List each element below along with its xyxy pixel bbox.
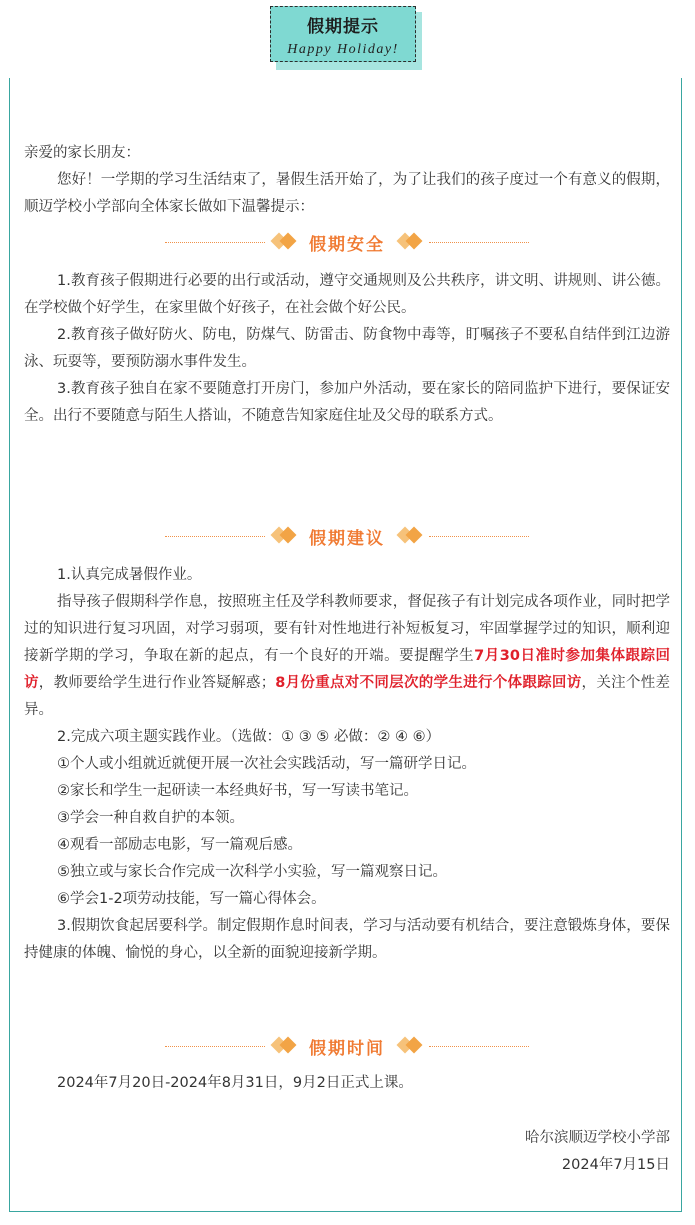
section-title-time: 假期时间: [309, 1038, 385, 1059]
safety-block: [24, 268, 670, 430]
header-badge: [270, 6, 418, 70]
diamond-ornament-icon: [271, 1036, 297, 1056]
diamond-ornament-icon: [271, 232, 297, 252]
section-header-time: [24, 1033, 670, 1059]
divider-line-right: [429, 1046, 529, 1047]
task-item: ⑥学会1-2项劳动技能，写一篇心得体会。: [57, 891, 326, 907]
divider-line-left: [165, 536, 265, 537]
section-header-safety: [24, 229, 670, 255]
section-title-advice: 假期建议: [309, 528, 385, 549]
advice-paragraph: [24, 589, 670, 724]
task-item: ④观看一部励志电影，写一篇观后感。: [57, 837, 302, 853]
task-item: ②家长和学生一起研读一本经典好书，写一写读书笔记。: [57, 783, 418, 799]
task-item: ①个人或小组就近就便开展一次社会实践活动，写一篇研学日记。: [57, 756, 476, 772]
diamond-ornament-icon: [397, 232, 423, 252]
advice-text: ，教师要给学生进行作业答疑解惑；: [38, 675, 276, 691]
advice-block: [24, 562, 670, 967]
signature-block: [24, 1125, 670, 1179]
diamond-ornament-icon: [271, 526, 297, 546]
safety-item: 3.教育孩子独自在家不要随意打开房门，参加户外活动，要在家长的陪同监护下进行，要保证安全。出行不要随意与陌生人搭讪，不随意告知家庭住址及父母的联系方式。: [24, 381, 670, 424]
advice-item-3: 3.假期饮食起居要科学。制定假期作息时间表，学习与活动要有机结合，要注意锻炼身体，要保持健康的体魄、愉悦的身心，以全新的面貌迎接新学期。: [24, 918, 670, 961]
diamond-ornament-icon: [397, 526, 423, 546]
signature-org: 哈尔滨顺迈学校小学部: [525, 1130, 670, 1146]
divider-line-right: [429, 536, 529, 537]
diamond-ornament-icon: [397, 1036, 423, 1056]
divider-line-left: [165, 1046, 265, 1047]
intro-block: [24, 140, 670, 221]
intro-paragraph: 您好！一学期的学习生活结束了，暑假生活开始了，为了让我们的孩子度过一个有意义的假期，顺迈学校小学部向全体家长做如下温馨提示：: [24, 172, 670, 215]
header-subtitle: Happy Holiday!: [287, 42, 399, 57]
safety-item: 1.教育孩子假期进行必要的出行或活动，遵守交通规则及公共秩序，讲文明、讲规则、讲公德。在学校做个好学生，在家里做个好孩子，在社会做个好公民。: [24, 273, 670, 316]
task-item: ⑤独立或与家长合作完成一次科学小实验，写一篇观察日记。: [57, 864, 447, 880]
task-item: ③学会一种自救自护的本领。: [57, 810, 244, 826]
advice-text: 指导孩子假期科学作息，按照班主任及学科教师要求，督促孩子有计划完成各项作业，同时把学过的知识进行复习巩固，对学习弱项，要有针对性地进行补短板复习，牢固掌握学过的知识，顺利迎接新学期的学习，争取在新的起点，有一个良好的开端。要提醒学生: [24, 594, 670, 664]
section-title-safety: 假期安全: [309, 234, 385, 255]
divider-line-left: [165, 242, 265, 243]
highlight-text: 8月份重点对不同层次的学生进行个体跟踪回访: [275, 675, 582, 691]
section-header-advice: [24, 523, 670, 549]
advice-item-1: 1.认真完成暑假作业。: [57, 567, 202, 583]
time-block: [24, 1070, 670, 1097]
holiday-dates: 2024年7月20日-2024年8月31日，9月2日正式上课。: [57, 1075, 413, 1091]
safety-item: 2.教育孩子做好防火、防电，防煤气、防雷击、防食物中毒等，盯嘱孩子不要私自结伴到江边游泳、玩耍等，要预防溺水事件发生。: [24, 327, 670, 370]
header-title: 假期提示: [307, 17, 379, 37]
signature-date: 2024年7月15日: [561, 1157, 670, 1173]
advice-text: ，关注个性差异。: [24, 675, 671, 718]
highlight-text: 7月30日准时参加集体跟踪回访: [24, 648, 670, 691]
greeting: 亲爱的家长朋友：: [24, 145, 140, 161]
advice-item-2: 2.完成六项主题实践作业。（选做：① ③ ⑤ 必做：② ④ ⑥）: [57, 729, 441, 745]
divider-line-right: [429, 242, 529, 243]
badge-box: [270, 6, 416, 62]
